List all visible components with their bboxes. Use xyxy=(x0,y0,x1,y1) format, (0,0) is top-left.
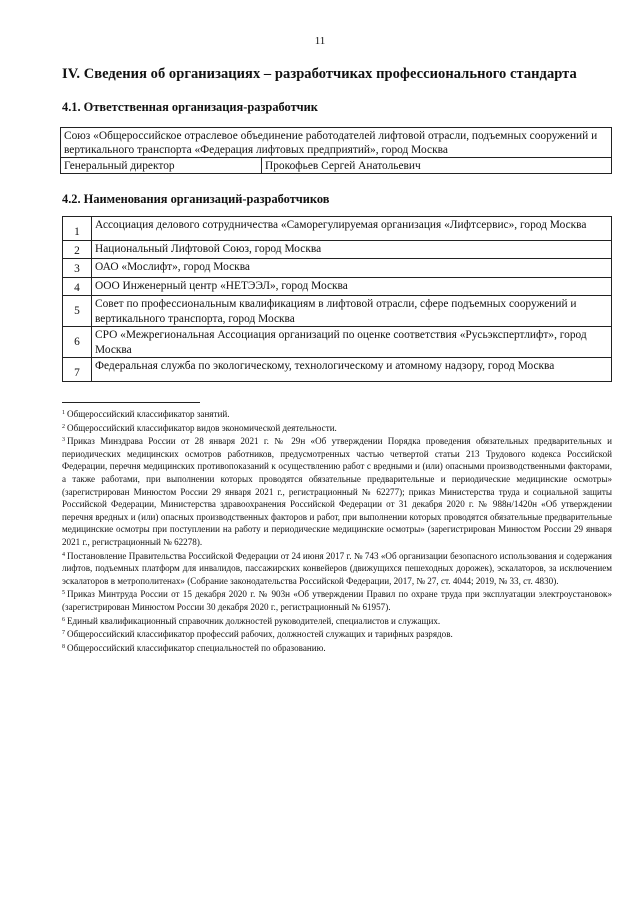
footnote xyxy=(62,627,612,641)
footnote-text: Общероссийский классификатор профессий рабочих, должностей служащих и тарифных разрядов. xyxy=(67,629,453,640)
responsible-organization-row xyxy=(61,128,612,158)
row-number: 7 xyxy=(63,358,92,382)
row-number: 5 xyxy=(63,296,92,327)
table-row xyxy=(63,217,612,241)
table-row xyxy=(63,240,612,259)
table-row xyxy=(63,358,612,382)
responsible-heading: 4.1. Ответственная организация-разработчик xyxy=(62,100,318,114)
responsible-organization-table xyxy=(60,127,612,174)
developers-table xyxy=(62,216,612,382)
organization-name: ОАО «Мослифт», город Москва xyxy=(92,259,612,278)
footnote-mark: 3 xyxy=(62,437,65,444)
organization-name: Национальный Лифтовой Союз, город Москва xyxy=(92,240,612,259)
organization-name: Совет по профессиональным квалификациям в лифтовой отрасли, сфере подъемных сооружений и вертикального транспорта, город Москва xyxy=(92,296,612,327)
organization-name: ООО Инженерный центр «НЕТЭЭЛ», город Москва xyxy=(92,277,612,296)
row-number: 4 xyxy=(63,277,92,296)
footnote xyxy=(62,614,612,628)
footnote-mark: 7 xyxy=(62,630,65,637)
director-name: Прокофьев Сергей Анатольевич xyxy=(262,158,612,174)
footnote-text: Общероссийский классификатор видов экономической деятельности. xyxy=(67,422,337,433)
row-number: 3 xyxy=(63,259,92,278)
footnote xyxy=(62,587,612,613)
organization-name: Ассоциация делового сотрудничества «Саморегулируемая организация «Лифтсервис», город Москва xyxy=(92,217,612,241)
table-row xyxy=(63,259,612,278)
developers-heading: 4.2. Наименования организаций-разработчиков xyxy=(62,192,330,206)
section-title: IV. Сведения об организациях – разработчиках профессионального стандарта xyxy=(62,66,577,82)
director-position: Генеральный директор xyxy=(61,158,262,174)
footnote xyxy=(62,641,612,655)
organization-name: Федеральная служба по экологическому, технологическому и атомному надзору, город Москва xyxy=(92,358,612,382)
responsible-director-row xyxy=(61,158,612,174)
footnotes xyxy=(62,407,612,654)
row-number: 6 xyxy=(63,327,92,358)
footnote-text: Постановление Правительства Российской Федерации от 24 июня 2017 г. № 743 «Об организации безопасного использования и содержания лифтов, подъемных платформ для инвалидов, пассажирских конвейеров (движущихся пешеходных дорожек), эскалаторов, за исключением эскалаторов в метрополитенах» (Собрание законодательства Российской Федерации, 2017, № 27, ст. 4044; 2019, № 33, ст. 4830). xyxy=(62,550,612,586)
footnote-mark: 2 xyxy=(62,423,65,430)
footnote-mark: 1 xyxy=(62,410,65,416)
table-row xyxy=(63,277,612,296)
row-number: 1 xyxy=(63,217,92,241)
footnote-mark: 4 xyxy=(62,551,65,558)
footnote-text: Общероссийский классификатор специальностей по образованию. xyxy=(67,642,326,653)
table-row xyxy=(63,296,612,327)
responsible-organization-name: Союз «Общероссийское отраслевое объединение работодателей лифтовой отрасли, подъемных сооружений и вертикального транспорта «Федерация лифтовых предприятий», город Москва xyxy=(61,128,612,158)
organization-name: СРО «Межрегиональная Ассоциация организаций по оценке соответствия «Русьэкспертлифт», город Москва xyxy=(92,327,612,358)
footnote xyxy=(62,421,612,435)
footnote-text: Приказ Минздрава России от 28 января 2021 г. № 29н «Об утверждении Порядка проведения обязательных предварительных и периодических медицинских осмотров работников, предусмотренных частью четвертой статьи 213 Трудового кодекса Российской Федерации, перечня медицинских противопоказаний к осуществлению работ с вредными и (или) опасными производственными факторами, а также работами, при выполнении которых проводятся обязательные предварительные и периодические медицинские осмотры» (зарегистрирован Минюстом России 29 января 2021 г., регистрационный № 62277); приказ Министерства труда и социальной защиты Российской Федерации, Министерства здравоохранения Российской Федерации от 31 декабря 2020 г. № 988н/1420н «Об утверждении перечня вредных и (или) опасных производственных факторов и работ, при выполнении которых проводятся обязательные предварительные медицинские осмотры при поступлении на работу и периодические медицинские осмотры» (зарегистрирован Минюстом России 29 января 2021 г., регистрационный № 62278). xyxy=(62,436,612,547)
footnote-mark: 5 xyxy=(62,590,65,597)
row-number: 2 xyxy=(63,240,92,259)
footnote-separator xyxy=(62,402,200,403)
footnote-text: Общероссийский классификатор занятий. xyxy=(67,409,230,419)
footnote-text: Единый квалификационный справочник должностей руководителей, специалистов и служащих. xyxy=(67,615,441,626)
footnote xyxy=(62,407,612,421)
page-number: 11 xyxy=(314,35,326,47)
table-row xyxy=(63,327,612,358)
footnote-mark: 6 xyxy=(62,616,65,623)
footnote-mark: 8 xyxy=(62,643,65,650)
footnote xyxy=(62,549,612,588)
footnote xyxy=(62,434,612,548)
footnote-text: Приказ Минтруда России от 15 декабря 2020 г. № 903н «Об утверждении Правил по охране труда при эксплуатации электроустановок» (зарегистрирован Минюстом России 30 декабря 2020 г., регистрационный № 61957). xyxy=(62,589,612,612)
